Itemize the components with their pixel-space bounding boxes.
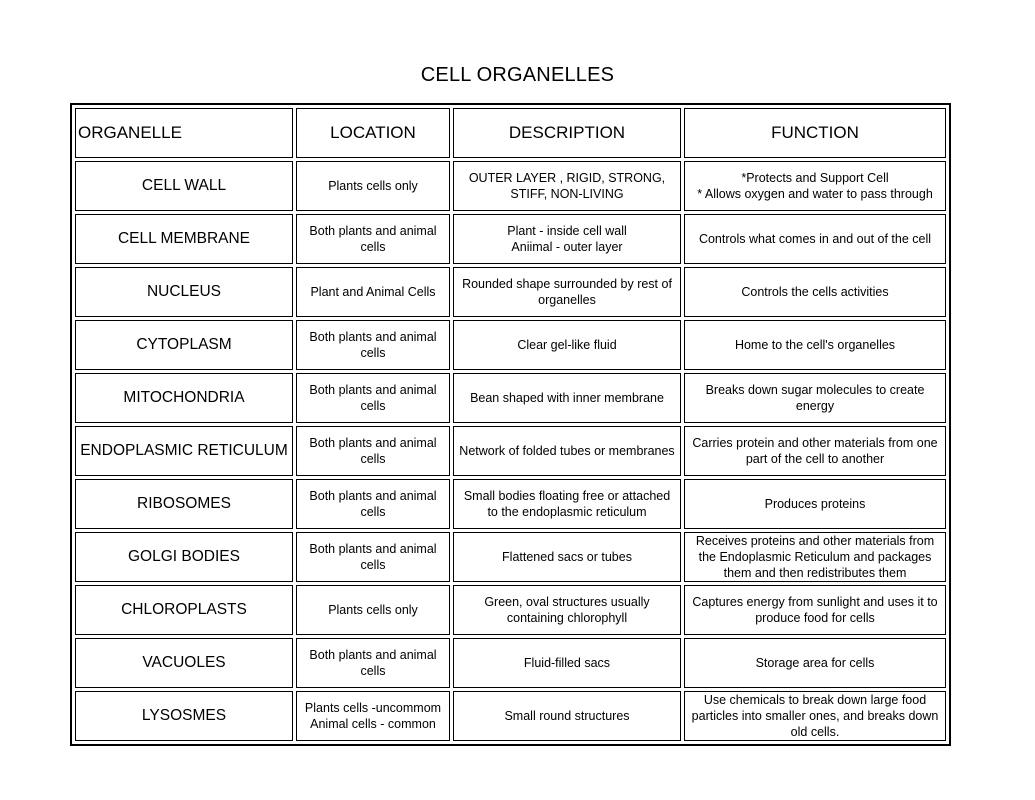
location-cell: Plants cells only xyxy=(296,161,450,211)
header-organelle: ORGANELLE xyxy=(75,108,293,158)
description-cell: Small round structures xyxy=(453,691,681,741)
header-location: LOCATION xyxy=(296,108,450,158)
description-cell: Green, oval structures usually containing chlorophyll xyxy=(453,585,681,635)
header-description: DESCRIPTION xyxy=(453,108,681,158)
location-cell: Plant and Animal Cells xyxy=(296,267,450,317)
location-cell: Both plants and animal cells xyxy=(296,638,450,688)
function-cell: Use chemicals to break down large food particles into smaller ones, and breaks down old cells. xyxy=(684,691,946,741)
location-cell: Plants cells -uncommom Animal cells - common xyxy=(296,691,450,741)
description-cell: Flattened sacs or tubes xyxy=(453,532,681,582)
function-cell: Home to the cell's organelles xyxy=(684,320,946,370)
table-row xyxy=(75,320,946,370)
function-cell: *Protects and Support Cell * Allows oxygen and water to pass through xyxy=(684,161,946,211)
table-row xyxy=(75,691,946,741)
table-row xyxy=(75,638,946,688)
location-cell: Both plants and animal cells xyxy=(296,214,450,264)
location-cell: Plants cells only xyxy=(296,585,450,635)
description-cell: Bean shaped with inner membrane xyxy=(453,373,681,423)
description-cell: Rounded shape surrounded by rest of organelles xyxy=(453,267,681,317)
organelle-cell: LYSOSMES xyxy=(75,691,293,741)
table-row xyxy=(75,585,946,635)
table-row xyxy=(75,161,946,211)
organelle-cell: CHLOROPLASTS xyxy=(75,585,293,635)
organelle-cell: CYTOPLASM xyxy=(75,320,293,370)
table-row xyxy=(75,267,946,317)
location-cell: Both plants and animal cells xyxy=(296,479,450,529)
location-cell: Both plants and animal cells xyxy=(296,373,450,423)
function-cell: Carries protein and other materials from one part of the cell to another xyxy=(684,426,946,476)
description-cell: OUTER LAYER , RIGID, STRONG, STIFF, NON-LIVING xyxy=(453,161,681,211)
description-cell: Plant - inside cell wall Aniimal - outer layer xyxy=(453,214,681,264)
function-cell: Produces proteins xyxy=(684,479,946,529)
table-row xyxy=(75,532,946,582)
page-title: CELL ORGANELLES xyxy=(420,64,615,86)
function-cell: Receives proteins and other materials from the Endoplasmic Reticulum and packages them and then redistributes them xyxy=(684,532,946,582)
organelle-cell: ENDOPLASMIC RETICULUM xyxy=(75,426,293,476)
organelle-cell: MITOCHONDRIA xyxy=(75,373,293,423)
description-cell: Fluid-filled sacs xyxy=(453,638,681,688)
table-header-row xyxy=(75,108,946,158)
location-cell: Both plants and animal cells xyxy=(296,320,450,370)
organelles-table xyxy=(70,103,951,746)
description-cell: Clear gel-like fluid xyxy=(453,320,681,370)
function-cell: Controls what comes in and out of the cell xyxy=(684,214,946,264)
function-cell: Storage area for cells xyxy=(684,638,946,688)
description-cell: Small bodies floating free or attached to the endoplasmic reticulum xyxy=(453,479,681,529)
location-cell: Both plants and animal cells xyxy=(296,426,450,476)
location-cell: Both plants and animal cells xyxy=(296,532,450,582)
table-row xyxy=(75,426,946,476)
organelle-cell: GOLGI BODIES xyxy=(75,532,293,582)
description-cell: Network of folded tubes or membranes xyxy=(453,426,681,476)
table-row xyxy=(75,479,946,529)
function-cell: Captures energy from sunlight and uses it to produce food for cells xyxy=(684,585,946,635)
organelle-cell: RIBOSOMES xyxy=(75,479,293,529)
organelle-cell: VACUOLES xyxy=(75,638,293,688)
organelle-cell: NUCLEUS xyxy=(75,267,293,317)
function-cell: Controls the cells activities xyxy=(684,267,946,317)
header-function: FUNCTION xyxy=(684,108,946,158)
table-row xyxy=(75,373,946,423)
organelle-cell: CELL MEMBRANE xyxy=(75,214,293,264)
function-cell: Breaks down sugar molecules to create energy xyxy=(684,373,946,423)
table-row xyxy=(75,214,946,264)
organelle-cell: CELL WALL xyxy=(75,161,293,211)
